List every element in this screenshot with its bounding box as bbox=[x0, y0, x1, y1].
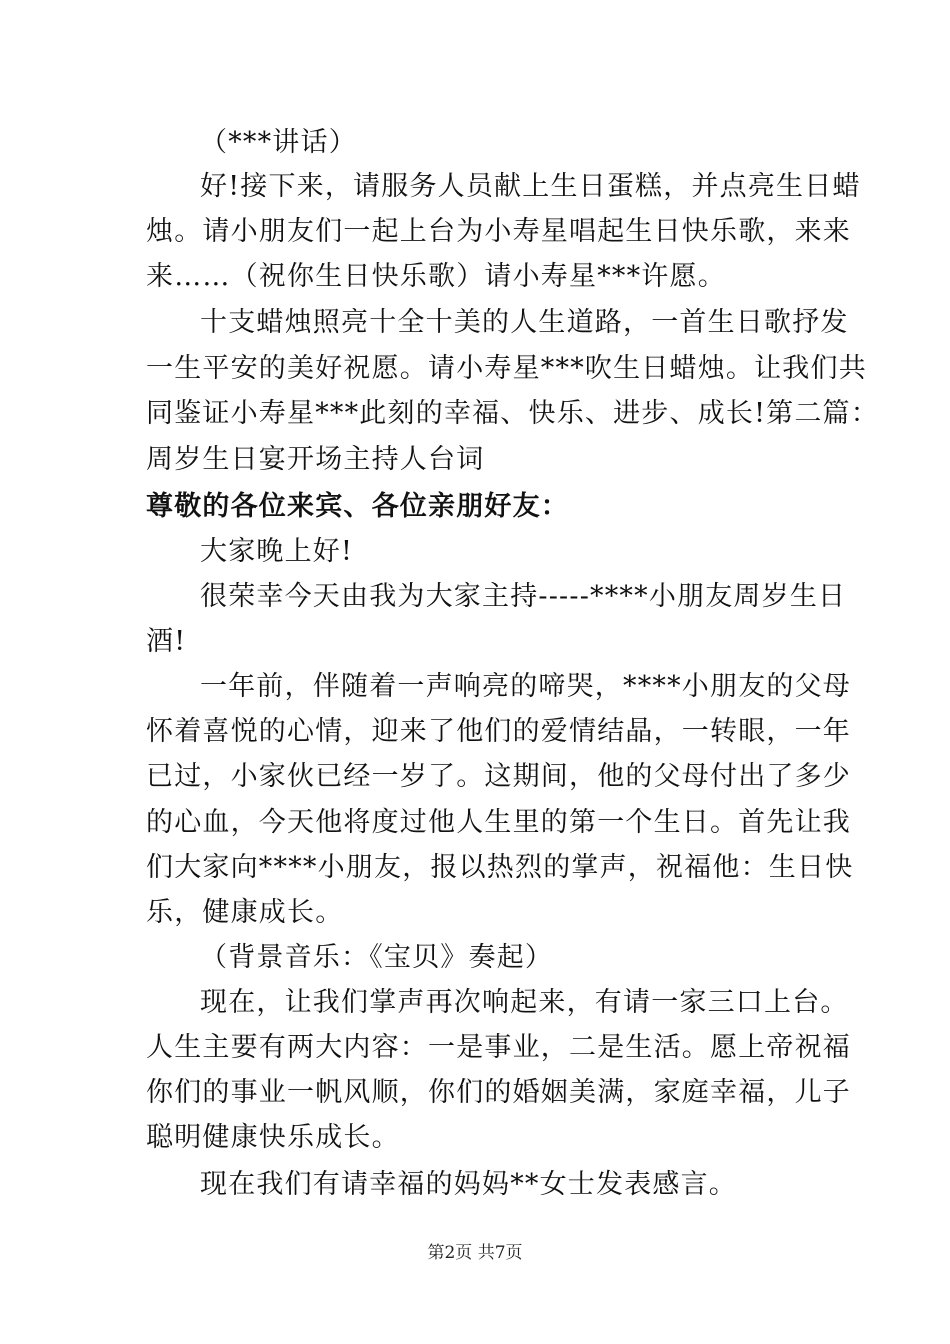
paragraph-line: 们大家向****小朋友，报以热烈的掌声，祝福他：生日快 bbox=[146, 852, 854, 883]
paragraph-line: 一生平安的美好祝愿。请小寿星***吹生日蜡烛。让我们共 bbox=[146, 353, 867, 384]
paragraph-line: 现在我们有请幸福的妈妈**女士发表感言。 bbox=[200, 1169, 737, 1200]
paragraph-line: 人生主要有两大内容：一是事业，二是生活。愿上帝祝福 bbox=[146, 1032, 851, 1063]
paragraph-line: 很荣幸今天由我为大家主持-----****小朋友周岁生日 bbox=[200, 581, 847, 612]
greeting-line: 大家晚上好! bbox=[200, 536, 354, 567]
paragraph-line: 你们的事业一帆风顺，你们的婚姻美满，家庭幸福，儿子 bbox=[146, 1077, 851, 1108]
speech-note-line: （***讲话） bbox=[200, 127, 357, 158]
paragraph-line: 好!接下来，请服务人员献上生日蛋糕，并点亮生日蜡 bbox=[200, 171, 861, 202]
paragraph-line: 的心血，今天他将度过他人生里的第一个生日。首先让我 bbox=[146, 807, 851, 838]
paragraph-line: 现在，让我们掌声再次响起来，有请一家三口上台。 bbox=[200, 987, 849, 1018]
paragraph-line: 同鉴证小寿星***此刻的幸福、快乐、进步、成长!第二篇： bbox=[146, 398, 879, 429]
section-title-line: 周岁生日宴开场主持人台词 bbox=[146, 444, 485, 475]
salutation-heading: 尊敬的各位来宾、各位亲朋好友： bbox=[146, 491, 569, 522]
paragraph-line: 聪明健康快乐成长。 bbox=[146, 1122, 400, 1153]
paragraph-line: 酒! bbox=[146, 626, 187, 657]
paragraph-line: 怀着喜悦的心情，迎来了他们的爱情结晶，一转眼，一年 bbox=[146, 716, 851, 747]
paragraph-line: 一年前，伴随着一声响亮的啼哭，****小朋友的父母 bbox=[200, 671, 851, 702]
paragraph-line: 十支蜡烛照亮十全十美的人生道路，一首生日歌抒发 bbox=[200, 307, 849, 338]
page-number-footer: 第2页 共7页 bbox=[427, 1243, 523, 1263]
paragraph-line: 烛。请小朋友们一起上台为小寿星唱起生日快乐歌，来来 bbox=[146, 216, 851, 247]
paragraph-line: 乐，健康成长。 bbox=[146, 897, 344, 928]
paragraph-line: 来……（祝你生日快乐歌）请小寿星***许愿。 bbox=[146, 261, 726, 292]
paragraph-line: 已过，小家伙已经一岁了。这期间，他的父母付出了多少 bbox=[146, 761, 851, 792]
music-note-line: （背景音乐：《宝贝》奏起） bbox=[200, 942, 554, 973]
